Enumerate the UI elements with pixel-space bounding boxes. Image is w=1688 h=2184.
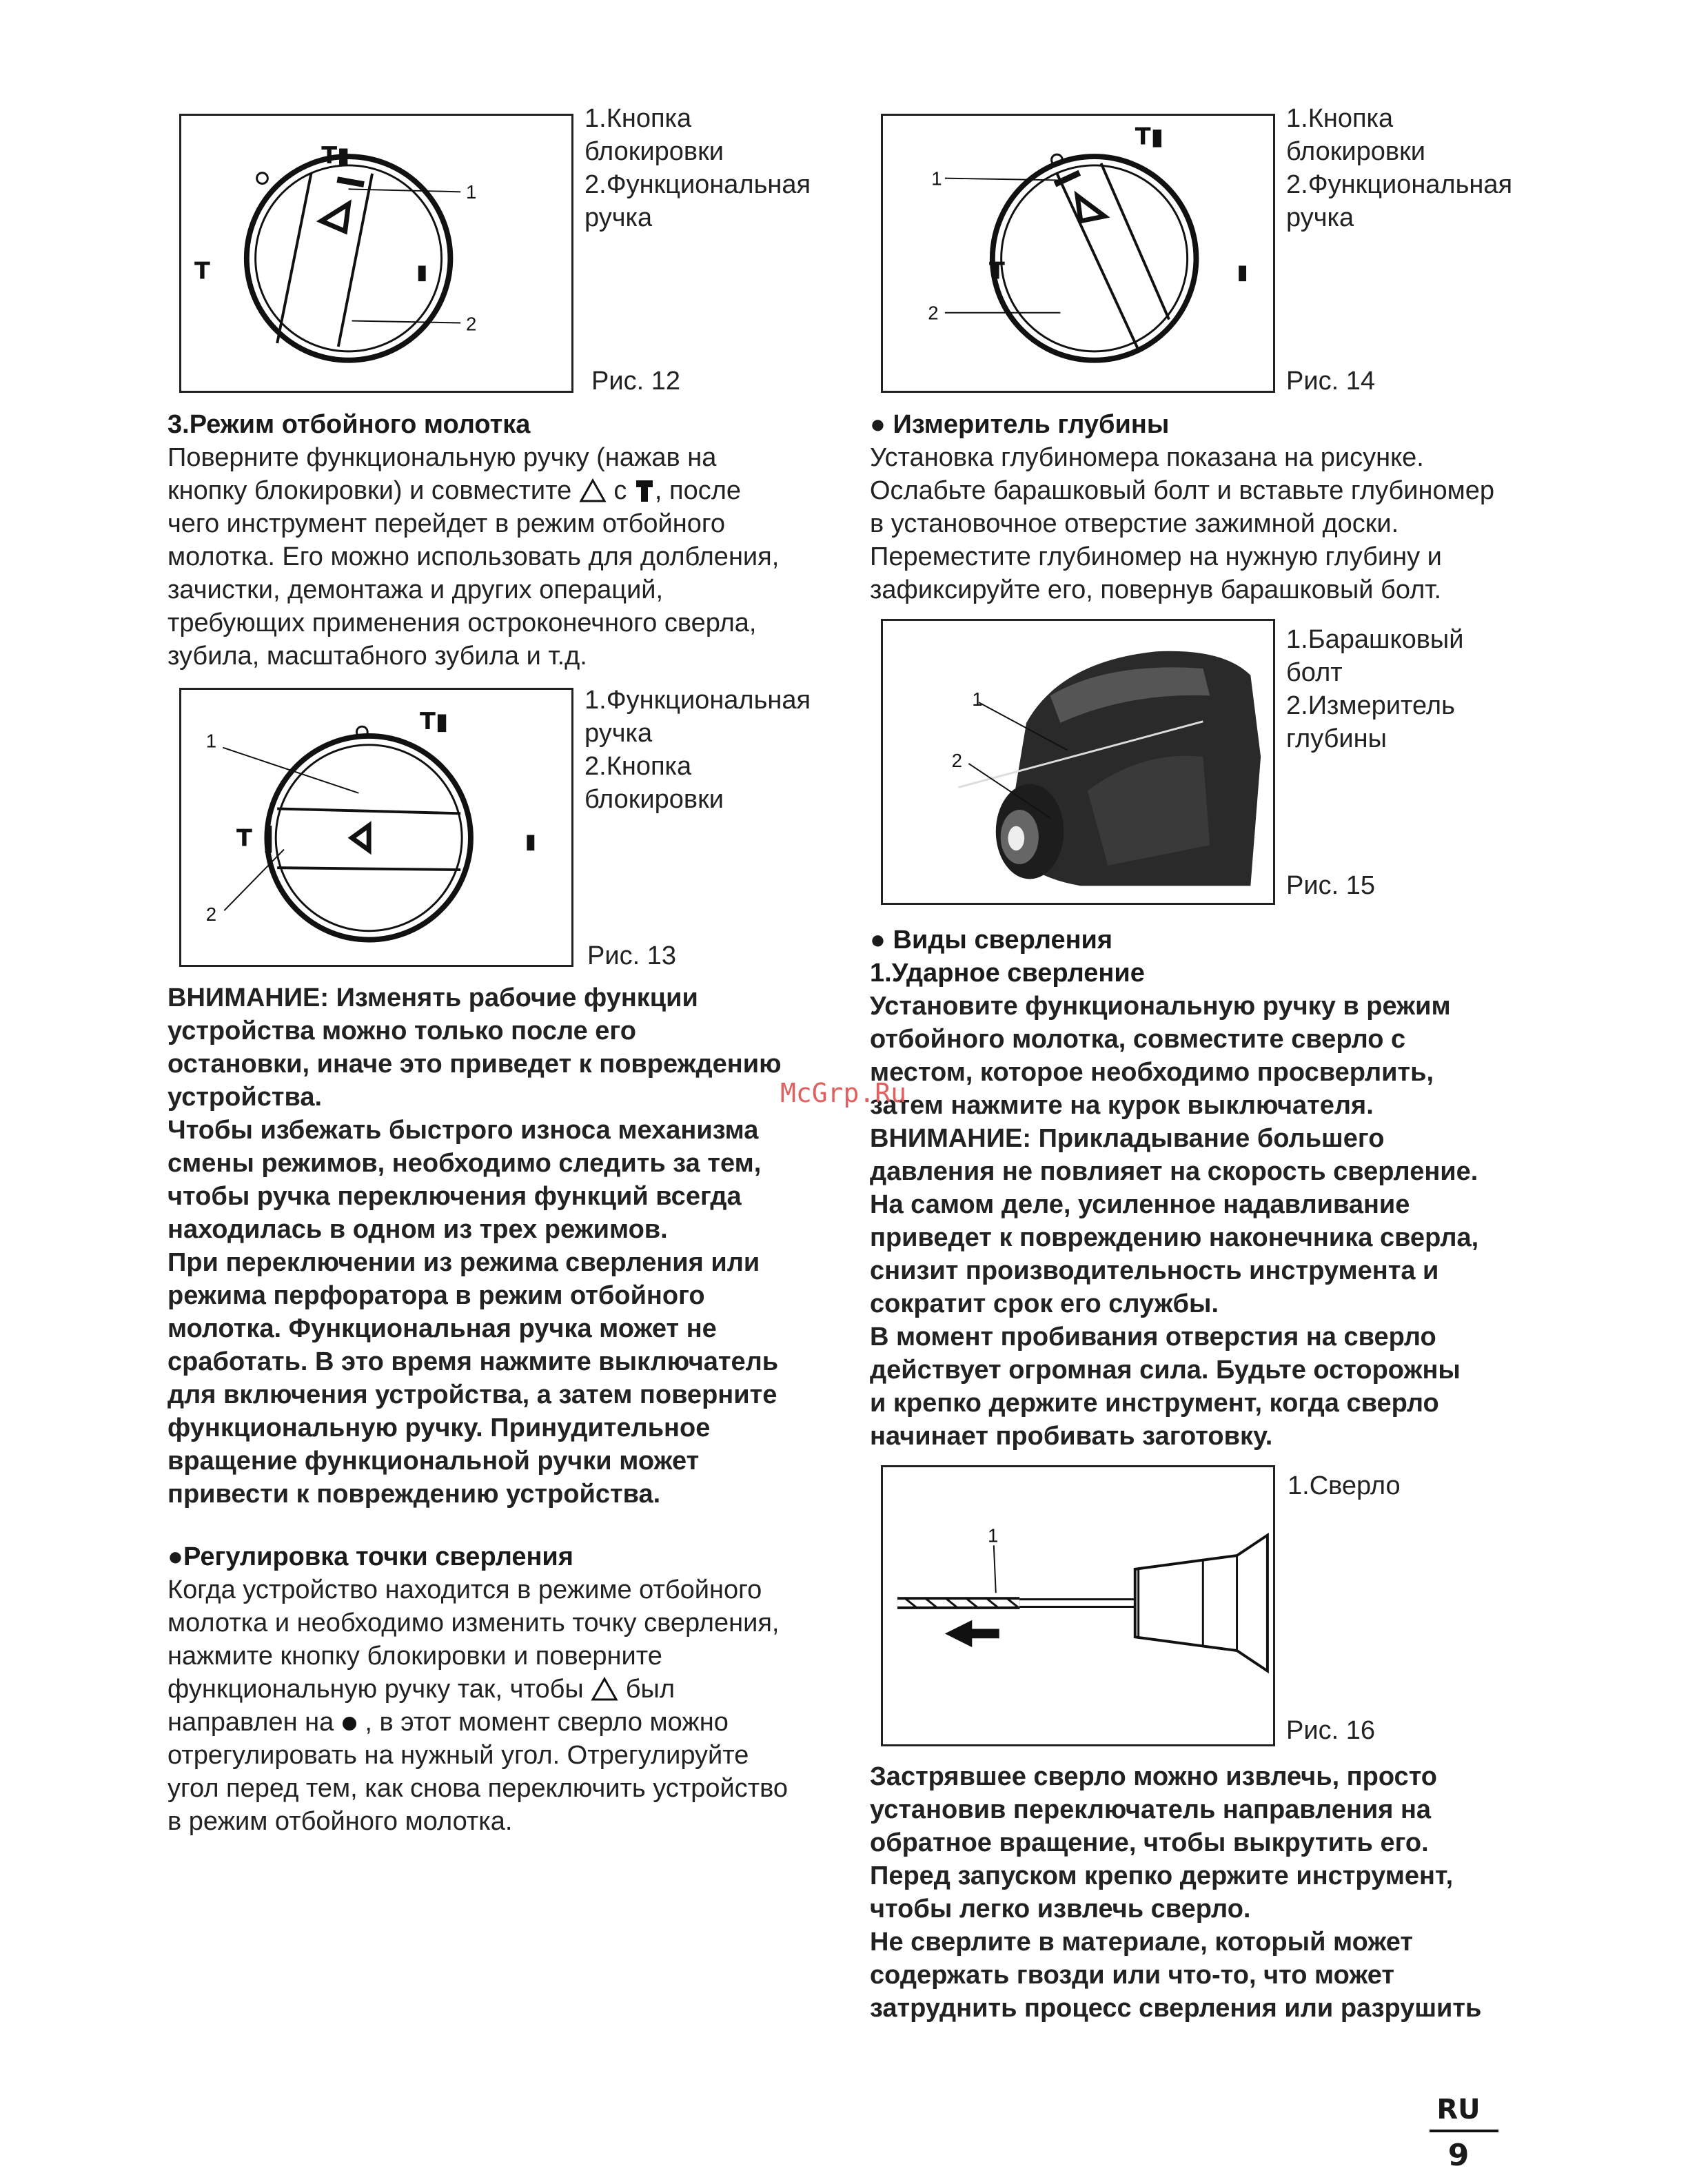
fig12-legend: 1.Кнопка блокировки 2.Функциональная ручка	[584, 104, 811, 232]
callout-1: 1	[931, 167, 942, 190]
chisel-icon	[634, 478, 655, 503]
hammer-mode-title: 3.Режим отбойного молотка	[167, 410, 531, 439]
fig15-legend: 1.Барашковый болт 2.Измеритель глубины	[1286, 625, 1464, 753]
callout-1: 1	[205, 730, 217, 752]
page-number: 9	[1447, 2138, 1470, 2173]
fig16-legend: 1.Сверло	[1288, 1471, 1401, 1500]
triangle-marker-icon	[352, 826, 369, 850]
callout-2: 2	[466, 313, 477, 335]
dial-diagram-fig13	[181, 690, 571, 965]
fig14-legend: 1.Кнопка блокировки 2.Функциональная ручка	[1286, 104, 1513, 232]
figure-16	[881, 1465, 1275, 1746]
impact-drilling-title: 1.Ударное сверление	[870, 959, 1145, 988]
hammer-mode-text: Поверните функциональную ручку (нажав на кнопку блокировки) и совместите с , после чего инструмент перейдет в режим отбойного молотка. Его можно использовать для долбления, зачистки, демонтажа и других операций, требующих применения остроконечного сверла, зубила, масштабного зубила и т.д.	[167, 443, 780, 671]
callout-1: 1	[987, 1524, 999, 1547]
hammer-mode-icon: ▮	[525, 829, 537, 853]
callout-1: 1	[972, 688, 983, 711]
fig16-caption: Рис. 16	[1286, 1716, 1375, 1745]
hammer-mode-icon: ▮	[416, 260, 428, 284]
stuck-bit-text: Застрявшее сверло можно извлечь, просто установив переключатель направления на обратное вращение, чтобы выкрутить его. Перед запуском крепко держите инструмент, чтобы легко извлечь сверло. Не сверлите в материале, который может содержать гвозди или что-то, что может затруднить процесс сверления или разрушить	[870, 1762, 1482, 2023]
lock-button	[336, 176, 364, 187]
callout-2: 2	[928, 302, 939, 324]
arrow-left-icon	[945, 1620, 999, 1647]
depth-gauge-title: ● Измеритель глубины	[870, 410, 1170, 439]
drilling-types-title: ● Виды сверления	[870, 926, 1113, 955]
dial-diagram-fig12	[181, 116, 571, 391]
circle-mode-icon	[257, 173, 268, 184]
triangle-marker-icon	[321, 204, 348, 231]
chisel-mode-icon: T▮	[1135, 123, 1164, 150]
warning-text: ВНИМАНИЕ: Изменять рабочие функции устройства можно только после его остановки, иначе это приведет к повреждению устройства. Чтобы избежать быстрого износа механизма смены режимов, необходимо следить за тем, чтобы ручка переключения функций всегда находилась в одном из трех режимов. При переключении из режима сверления или режима перфоратора в режим отбойного молотка. Функциональная ручка может не сработать. В это время нажмите выключатель для включения устройства, а затем поверните функциональную ручку. Принудительное вращение функциональной ручки может привести к повреждению устройства.	[167, 983, 782, 1509]
drill-mode-icon: T	[194, 257, 210, 285]
language-label: RU	[1436, 2094, 1481, 2125]
callout-2: 2	[951, 749, 963, 771]
dot-icon	[341, 1715, 358, 1732]
drill-mode-icon: T	[236, 824, 252, 852]
callout-1: 1	[466, 181, 477, 203]
fig15-caption: Рис. 15	[1286, 871, 1375, 900]
figure-15	[881, 619, 1275, 905]
figure-14	[881, 114, 1275, 393]
triangle-icon	[579, 478, 607, 503]
fig14-caption: Рис. 14	[1286, 367, 1375, 396]
hammer-mode-icon: ▮	[1237, 260, 1248, 284]
impact-drilling-text: Установите функциональную ручку в режим отбойного молотка, совместите сверло с местом, которое необходимо просверлить, затем нажмите на курок выключателя. ВНИМАНИЕ: Прикладывание большего давления не повлияет на скорость сверление. На самом деле, усиленное надавливание приведет к повреждению наконечника сверла, снизит производительность инструмента и сократит срок его службы. В момент пробивания отверстия на сверло действует огромная сила. Будьте осторожны и крепко держите инструмент, когда сверло начинает пробивать заготовку.	[870, 992, 1479, 1451]
figure-12	[179, 114, 573, 393]
footer-divider	[1430, 2130, 1498, 2132]
adjust-point-text: Когда устройство находится в режиме отбойного молотка и необходимо изменить точку сверления, нажмите кнопку блокировки и поверните функциональную ручку так, чтобы был направлен на , в этот момент сверло можно отрегулировать на нужный угол. Отрегулируйте угол перед тем, как снова переключить устройство в режим отбойного молотка.	[167, 1575, 789, 1836]
chuck	[1135, 1535, 1268, 1671]
adjust-point-title: ●Регулировка точки сверления	[167, 1542, 573, 1571]
drill-mode-icon: T	[988, 257, 1005, 285]
depth-gauge-text: Установка глубиномера показана на рисунке. Ослабьте барашковый болт и вставьте глубиномер в установочное отверстие зажимной доски. Переместите глубиномер на нужную глубину и зафиксируйте его, повернув барашковый болт.	[870, 443, 1495, 604]
drill-bit-diagram-fig16	[883, 1467, 1273, 1744]
triangle-marker-icon	[1077, 196, 1104, 221]
callout-2: 2	[205, 903, 217, 925]
dial-inner-ring	[256, 165, 442, 351]
fig13-legend: 1.Функциональная ручка 2.Кнопка блокировки	[584, 686, 811, 814]
dial-diagram-fig14	[883, 116, 1273, 391]
chisel-mode-icon: T▮	[321, 141, 350, 169]
dial-ring	[247, 156, 451, 360]
lock-button	[265, 826, 272, 853]
fig12-caption: Рис. 12	[591, 367, 680, 396]
triangle-icon	[591, 1677, 618, 1702]
drill-illustration-fig15	[883, 621, 1273, 903]
figure-13	[179, 688, 573, 967]
chisel-mode-icon: T▮	[420, 708, 449, 735]
watermark: McGrp.Ru	[780, 1078, 907, 1108]
fig13-caption: Рис. 13	[587, 941, 676, 970]
